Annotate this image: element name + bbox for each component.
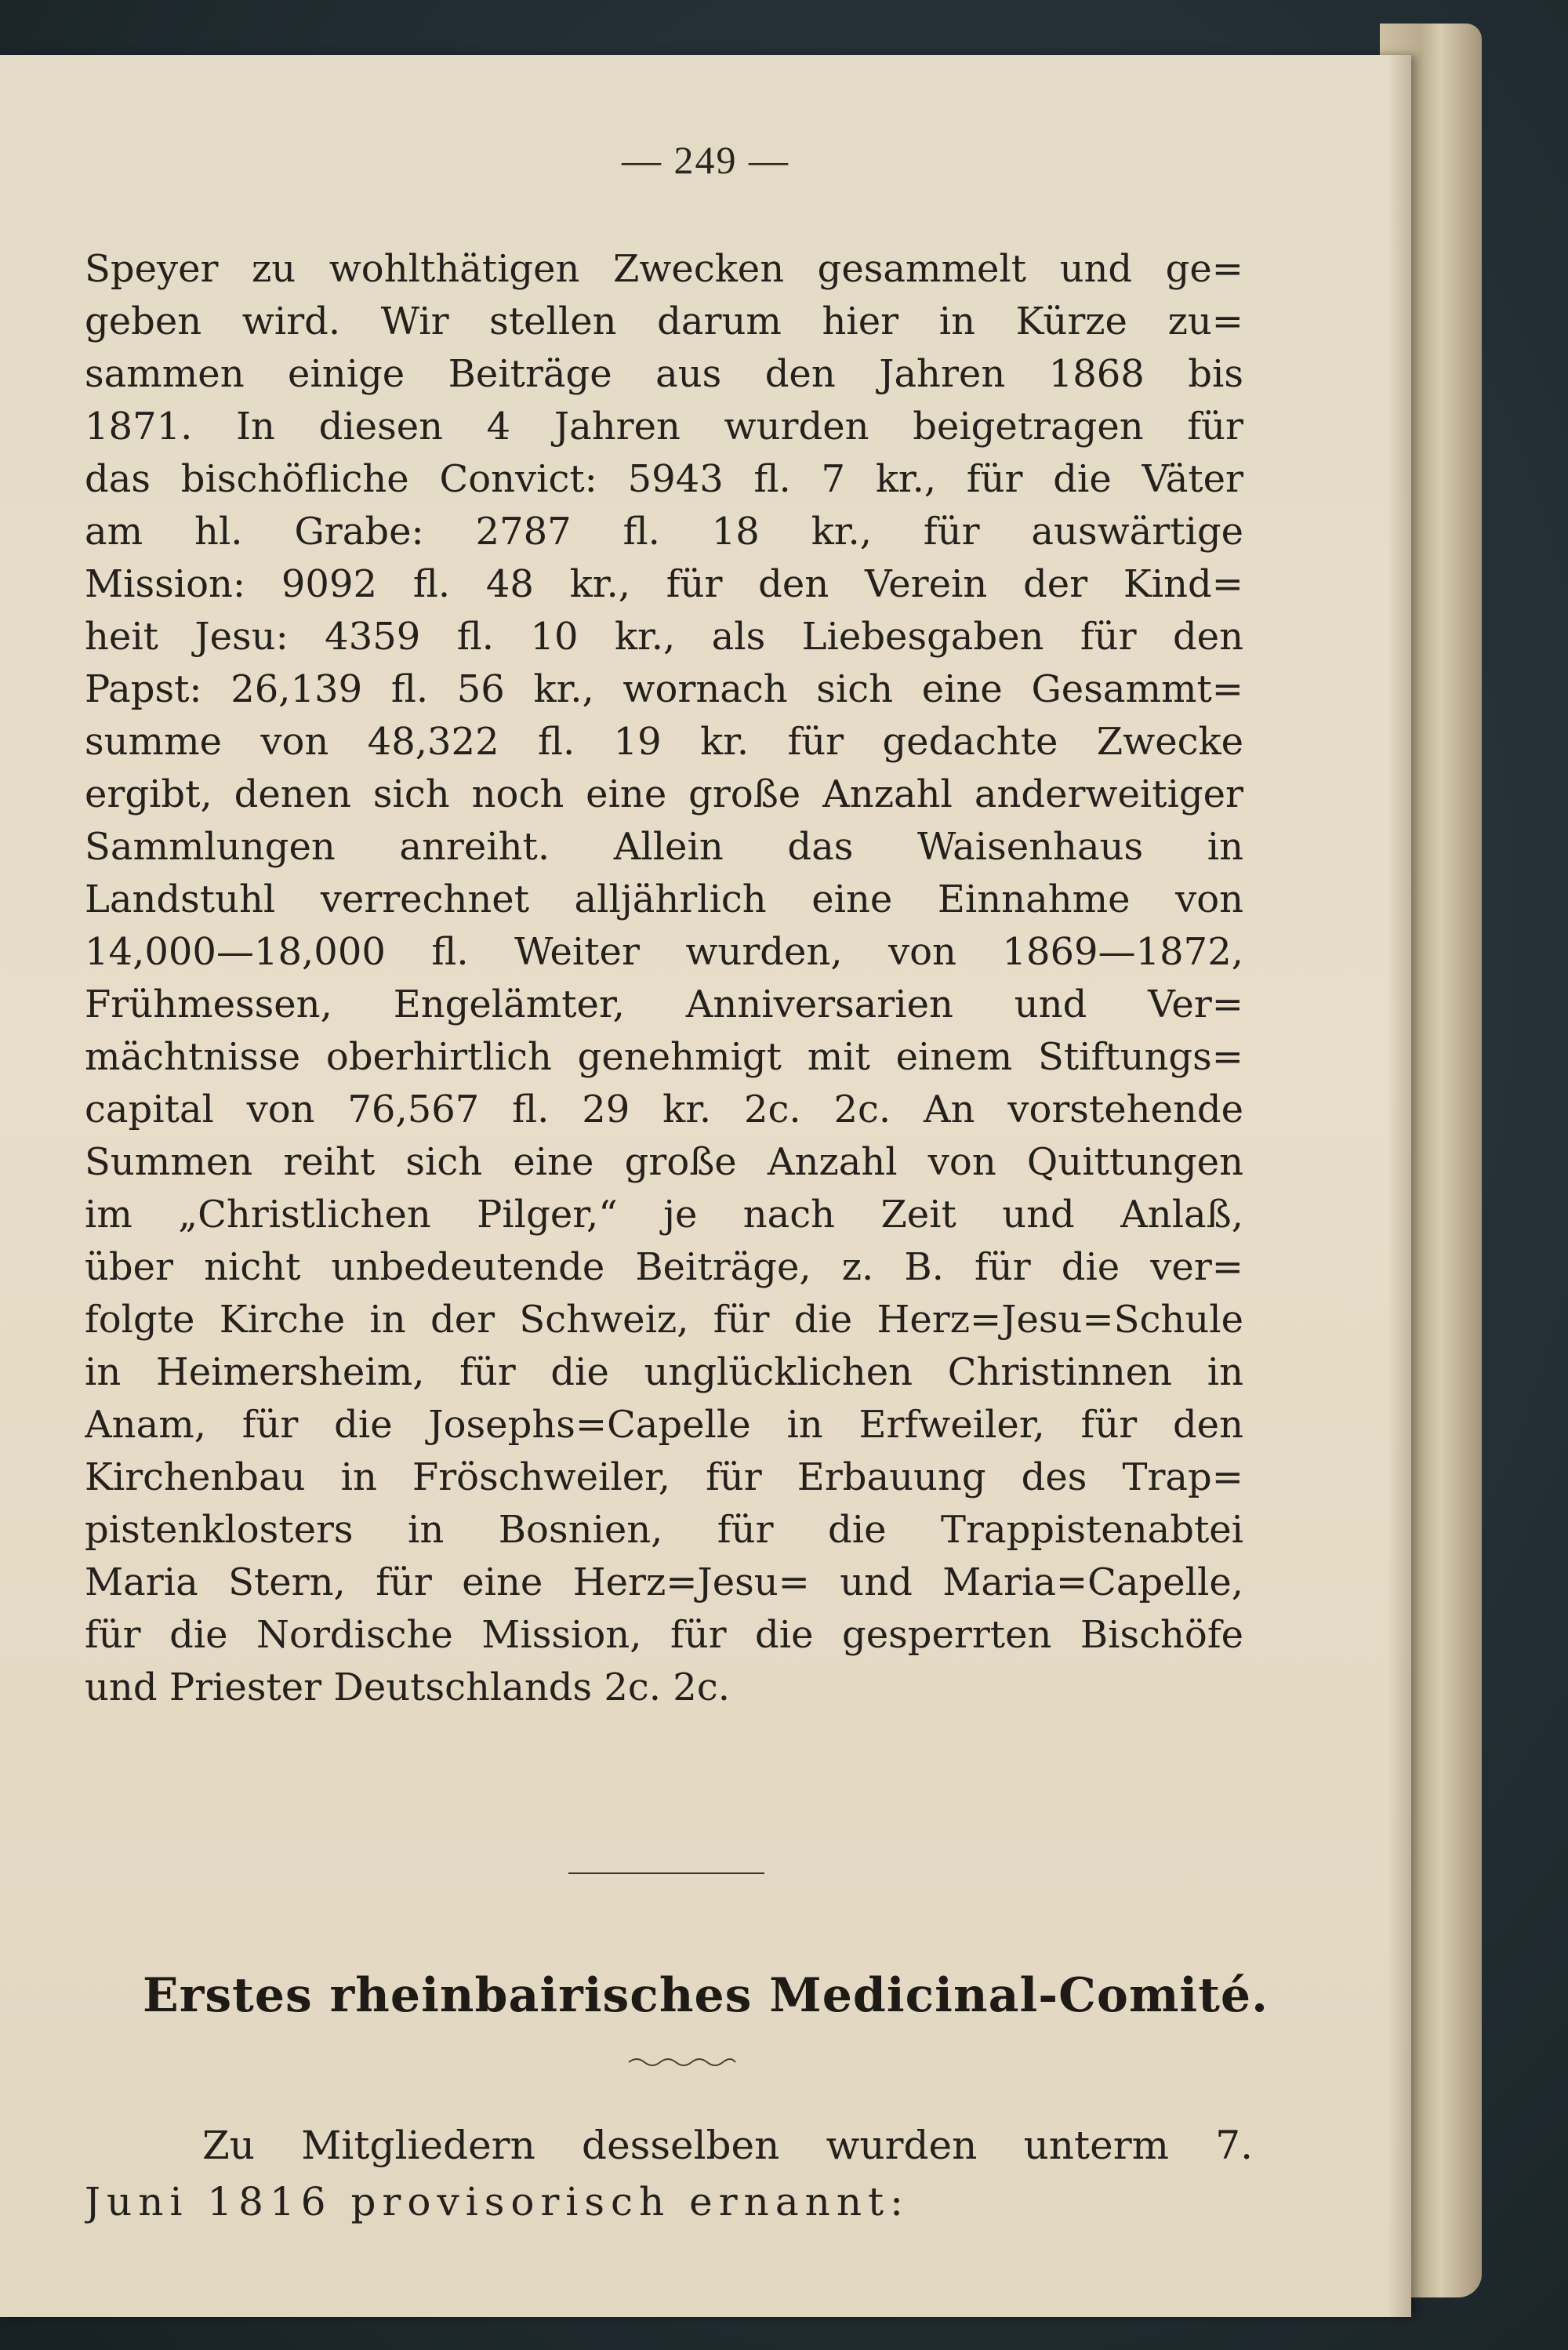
text-line: ergibt, denen sich noch eine große Anzahl anderweitiger [85,772,1243,816]
text-line: heit Jesu: 4359 fl. 10 kr., als Liebesgaben für den [85,615,1243,659]
section-divider [568,1872,764,1874]
text-line: Summen reiht sich eine große Anzahl von Quittungen [85,1140,1243,1184]
text-line: Sammlungen anreiht. Allein das Waisenhaus in [85,825,1243,869]
text-line: sammen einige Beiträge aus den Jahren 1868 bis [85,352,1243,396]
page-number: — 249 — [622,138,789,182]
text-line: in Heimersheim, für die unglücklichen Christinnen in [85,1350,1243,1394]
text-line: Mission: 9092 fl. 48 kr., für den Verein der Kind= [85,562,1243,606]
text-line: geben wird. Wir stellen darum hier in Kürze zu= [85,300,1243,343]
text-line: capital von 76,567 fl. 29 kr. 2c. 2c. An vorstehende [85,1088,1243,1131]
text-line: Papst: 26,139 fl. 56 kr., wornach sich eine Gesammt= [85,667,1243,711]
text-line: 1871. In diesen 4 Jahren wurden beigetragen für [85,405,1243,449]
text-line: mächtnisse oberhirtlich genehmigt mit einem Stiftungs= [85,1035,1243,1079]
text-line: Speyer zu wohlthätigen Zwecken gesammelt und ge= [85,247,1243,291]
text-line: pistenklosters in Bosnien, für die Trappistenabtei [85,1508,1243,1552]
section-heading: Erstes rheinbairisches Medicinal-Comité. [143,1968,1269,2023]
text-line: Zu Mitgliedern desselben wurden unterm 7. [202,2123,1253,2168]
text-line: Landstuhl verrechnet alljährlich eine Einnahme von [85,877,1243,921]
text-line: summe von 48,322 fl. 19 kr. für gedachte Zwecke [85,720,1243,764]
text-line: Kirchenbau in Fröschweiler, für Erbauung des Trap= [85,1455,1243,1499]
text-line: über nicht unbedeutende Beiträge, z. B. für die ver= [85,1245,1243,1289]
text-line: 14,000—18,000 fl. Weiter wurden, von 1869—1872, [85,930,1243,974]
text-line: am hl. Grabe: 2787 fl. 18 kr., für auswärtige [85,510,1243,554]
text-line: Frühmessen, Engelämter, Anniversarien und Ver= [85,982,1243,1026]
text-line: das bischöfliche Convict: 5943 fl. 7 kr., für die Väter [85,457,1243,501]
text-line: und Priester Deutschlands 2c. 2c. [85,1665,730,1709]
text-line: Juni 1816 provisorisch ernannt: [85,2179,909,2225]
book-page [0,55,1411,2317]
section-intro [85,2117,1253,2230]
text-line: im „Christlichen Pilger,“ je nach Zeit und Anlaß, [85,1193,1243,1237]
text-line: folgte Kirche in der Schweiz, für die Herz=Jesu=Schule [85,1298,1243,1342]
text-line: Maria Stern, für eine Herz=Jesu= und Maria=Capelle, [85,1560,1243,1604]
text-line: Anam, für die Josephs=Capelle in Erfweiler, für den [85,1403,1243,1447]
text-line: für die Nordische Mission, für die gesperrten Bischöfe [85,1613,1243,1657]
main-paragraph [85,243,1243,1714]
ornament-squiggle [627,2054,737,2070]
